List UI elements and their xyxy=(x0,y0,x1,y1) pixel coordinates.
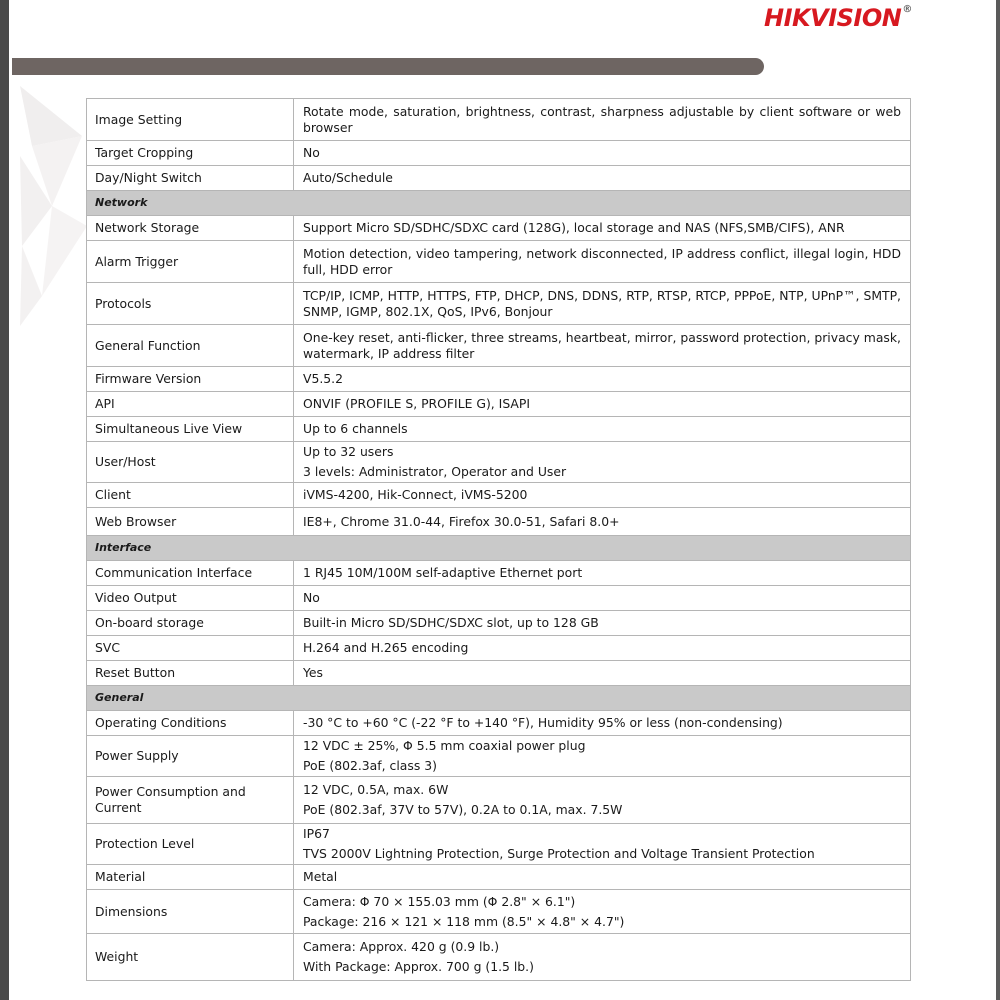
spec-label: Power Consumption and Current xyxy=(87,777,294,824)
spec-value-line: Camera: Φ 70 × 155.03 mm (Φ 2.8" × 6.1") xyxy=(303,893,576,909)
spec-value-line: IE8+, Chrome 31.0-44, Firefox 30.0-51, Safari 8.0+ xyxy=(303,513,620,529)
spec-value-line: iVMS-4200, Hik-Connect, iVMS-5200 xyxy=(303,487,528,502)
section-header-row xyxy=(87,536,911,561)
spec-label: On-board storage xyxy=(87,611,294,636)
spec-value-line: One-key reset, anti-flicker, three streams, heartbeat, mirror, password protection, privacy mask, watermark, IP address filter xyxy=(303,329,901,361)
section-header-row xyxy=(87,686,911,711)
spec-value-line: 12 VDC, 0.5A, max. 6W xyxy=(303,782,449,797)
spec-label: Material xyxy=(87,865,294,890)
spec-value-line: Up to 32 users xyxy=(303,444,394,459)
spec-label: API xyxy=(87,392,294,417)
spec-row xyxy=(87,611,911,636)
spec-label: Dimensions xyxy=(87,890,294,934)
spec-row xyxy=(87,417,911,442)
spec-value xyxy=(294,325,911,367)
spec-value-line: No xyxy=(303,590,320,605)
spec-value-line: Auto/Schedule xyxy=(303,170,393,185)
spec-value-line: 12 VDC ± 25%, Φ 5.5 mm coaxial power plug xyxy=(303,738,586,753)
spec-value xyxy=(294,824,911,865)
section-title: General xyxy=(87,686,911,711)
section-title: Network xyxy=(87,191,911,216)
spec-row xyxy=(87,636,911,661)
spec-row xyxy=(87,865,911,890)
spec-value-line: No xyxy=(303,145,320,160)
spec-value xyxy=(294,711,911,736)
spec-label: Power Supply xyxy=(87,736,294,777)
spec-row xyxy=(87,824,911,865)
registered-mark: ® xyxy=(902,4,912,15)
spec-value xyxy=(294,141,911,166)
spec-row xyxy=(87,325,911,367)
spec-value xyxy=(294,216,911,241)
spec-row xyxy=(87,661,911,686)
spec-value xyxy=(294,392,911,417)
spec-value xyxy=(294,636,911,661)
spec-row xyxy=(87,777,911,824)
spec-value-line: V5.5.2 xyxy=(303,371,344,386)
spec-row xyxy=(87,283,911,325)
spec-table-body xyxy=(87,99,911,981)
spec-value-line: Package: 216 × 121 × 118 mm (8.5" × 4.8" × 4.7") xyxy=(303,913,625,929)
spec-label: SVC xyxy=(87,636,294,661)
section-title: Interface xyxy=(87,536,911,561)
spec-value-line: -30 °C to +60 °C (-22 °F to +140 °F), Humidity 95% or less (non-condensing) xyxy=(303,715,783,730)
spec-row xyxy=(87,166,911,191)
hikvision-logo xyxy=(764,4,912,32)
spec-value xyxy=(294,99,911,141)
spec-value xyxy=(294,777,911,824)
spec-row xyxy=(87,99,911,141)
spec-value-line: Built-in Micro SD/SDHC/SDXC slot, up to 128 GB xyxy=(303,615,599,630)
section-header-row xyxy=(87,191,911,216)
spec-row xyxy=(87,736,911,777)
spec-row xyxy=(87,483,911,508)
spec-label: Protection Level xyxy=(87,824,294,865)
spec-row xyxy=(87,586,911,611)
spec-label: Operating Conditions xyxy=(87,711,294,736)
spec-value-line: PoE (802.3af, 37V to 57V), 0.2A to 0.1A, max. 7.5W xyxy=(303,802,623,817)
spec-label: Video Output xyxy=(87,586,294,611)
spec-value-line: ONVIF (PROFILE S, PROFILE G), ISAPI xyxy=(303,396,531,411)
spec-row xyxy=(87,241,911,283)
spec-value-line: PoE (802.3af, class 3) xyxy=(303,758,437,773)
spec-value xyxy=(294,661,911,686)
spec-row xyxy=(87,561,911,586)
spec-value xyxy=(294,166,911,191)
spec-label: Alarm Trigger xyxy=(87,241,294,283)
spec-table xyxy=(86,98,911,981)
spec-value xyxy=(294,241,911,283)
spec-label: Reset Button xyxy=(87,661,294,686)
spec-value xyxy=(294,442,911,483)
spec-row xyxy=(87,367,911,392)
spec-value xyxy=(294,367,911,392)
spec-label: General Function xyxy=(87,325,294,367)
page-left-edge xyxy=(0,0,9,1000)
spec-value-line: Up to 6 channels xyxy=(303,421,408,436)
spec-label: Client xyxy=(87,483,294,508)
spec-label: Weight xyxy=(87,934,294,981)
spec-value xyxy=(294,736,911,777)
spec-value-line: TCP/IP, ICMP, HTTP, HTTPS, FTP, DHCP, DNS, DDNS, RTP, RTSP, RTCP, PPPoE, NTP, UPnP™, SMTP, SNMP, IGMP, 802.1X, QoS, IPv6, Bonjour xyxy=(303,287,901,319)
logo-wordmark: HIKVISION xyxy=(764,4,902,32)
spec-value-line: Camera: Approx. 420 g (0.9 lb.) xyxy=(303,939,500,954)
spec-value-line: 1 RJ45 10M/100M self-adaptive Ethernet port xyxy=(303,565,583,580)
spec-row xyxy=(87,216,911,241)
spec-value xyxy=(294,611,911,636)
spec-value-line: 3 levels: Administrator, Operator and User xyxy=(303,464,567,479)
page-right-edge xyxy=(996,0,1000,1000)
spec-row xyxy=(87,392,911,417)
spec-value-line: Support Micro SD/SDHC/SDXC card (128G), local storage and NAS (NFS,SMB/CIFS), ANR xyxy=(303,220,845,235)
spec-label: Protocols xyxy=(87,283,294,325)
spec-value xyxy=(294,865,911,890)
spec-value xyxy=(294,561,911,586)
header-bar xyxy=(12,58,764,75)
spec-value-line: Metal xyxy=(303,869,338,884)
spec-value-line: IP67 xyxy=(303,826,330,841)
spec-label: Communication Interface xyxy=(87,561,294,586)
spec-value xyxy=(294,890,911,934)
spec-value xyxy=(294,283,911,325)
spec-value xyxy=(294,417,911,442)
spec-value xyxy=(294,586,911,611)
spec-value xyxy=(294,483,911,508)
spec-value-line: TVS 2000V Lightning Protection, Surge Protection and Voltage Transient Protection xyxy=(303,846,815,861)
spec-value-line: H.264 and H.265 encoding xyxy=(303,640,469,655)
spec-row xyxy=(87,934,911,981)
spec-label: Network Storage xyxy=(87,216,294,241)
spec-label: User/Host xyxy=(87,442,294,483)
spec-row xyxy=(87,141,911,166)
spec-value-line: Yes xyxy=(303,665,324,680)
spec-label: Image Setting xyxy=(87,99,294,141)
spec-row xyxy=(87,890,911,934)
spec-label: Firmware Version xyxy=(87,367,294,392)
spec-row xyxy=(87,508,911,536)
spec-value-line: With Package: Approx. 700 g (1.5 lb.) xyxy=(303,959,534,974)
spec-value-line: Rotate mode, saturation, brightness, contrast, sharpness adjustable by client software or web browser xyxy=(303,103,901,135)
spec-value-line: Motion detection, video tampering, network disconnected, IP address conflict, illegal login, HDD full, HDD error xyxy=(303,245,901,277)
spec-label: Target Cropping xyxy=(87,141,294,166)
watermark-graphic xyxy=(12,76,92,336)
spec-value xyxy=(294,934,911,981)
spec-label: Simultaneous Live View xyxy=(87,417,294,442)
spec-label: Day/Night Switch xyxy=(87,166,294,191)
spec-value xyxy=(294,508,911,536)
spec-label: Web Browser xyxy=(87,508,294,536)
spec-row xyxy=(87,442,911,483)
spec-row xyxy=(87,711,911,736)
